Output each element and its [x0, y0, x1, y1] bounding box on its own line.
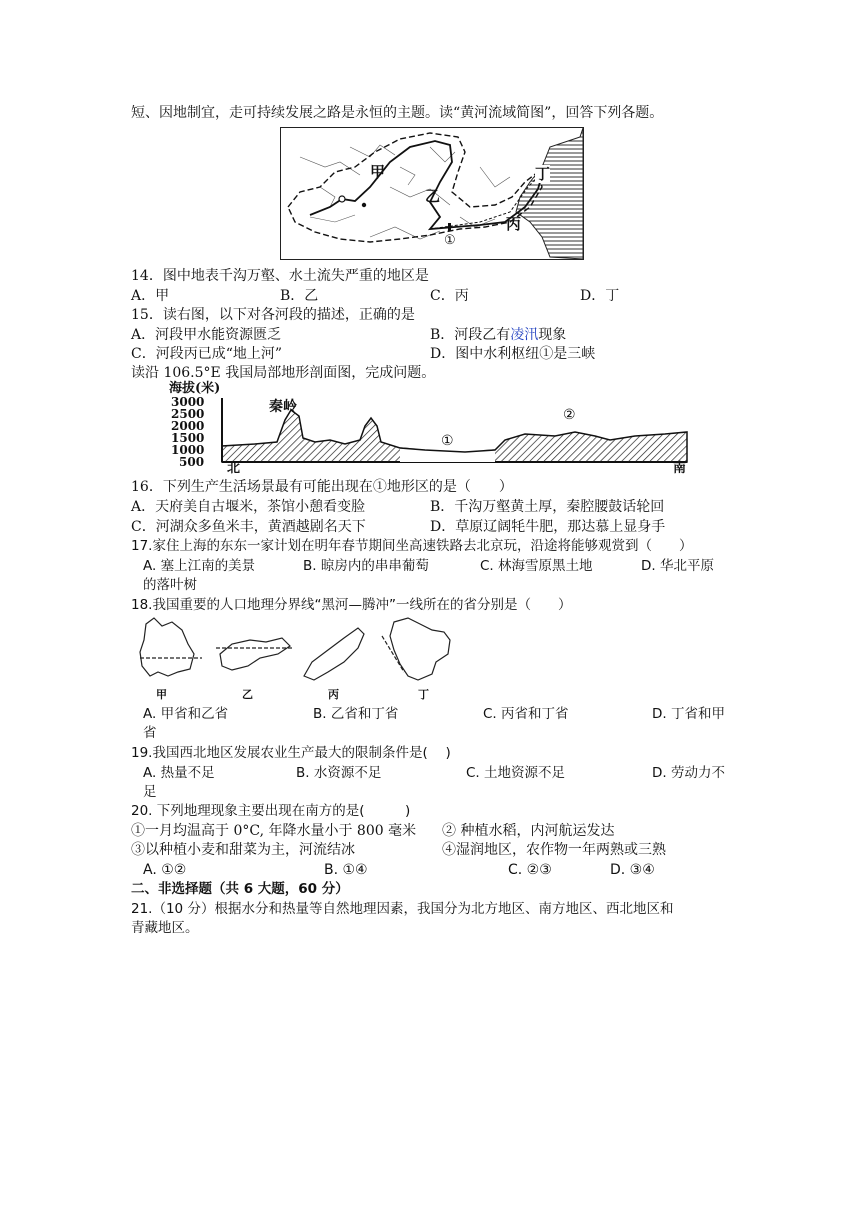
q20-option-d: D. ③④ [610, 862, 655, 878]
q18-stem: 18.我国重要的人口地理分界线“黑河—腾冲”一线所在的省分别是（ ） [131, 597, 572, 613]
q14-option-a: A．甲 [131, 288, 170, 304]
q19-stem: 19.我国西北地区发展农业生产最大的限制条件是( ) [131, 745, 451, 761]
q19-option-d-cont: 足 [143, 784, 157, 800]
q20-item-4: ④湿润地区，农作物一年两熟或三熟 [442, 842, 666, 858]
q21-line-1: 21.（10 分）根据水分和热量等自然地理因素，我国分为北方地区、南方地区、西北地区和 [131, 901, 674, 917]
q15-option-b: B．河段乙有凌汛现象 [430, 327, 567, 343]
q21-line-2: 青藏地区。 [131, 920, 199, 936]
q17-option-b: B. 晾房内的串串葡萄 [303, 558, 429, 574]
q14-option-b: B．乙 [280, 288, 319, 304]
q18-option-a: A. 甲省和乙省 [143, 706, 229, 722]
q17-option-d-cont: 的落叶树 [143, 577, 197, 593]
map-label-ding: 丁 [535, 165, 551, 183]
y-tick-2000: 2000 [171, 419, 205, 433]
q17-option-a: A. 塞上江南的美景 [143, 558, 256, 574]
y-tick-3000: 3000 [171, 395, 205, 409]
province-label-yi: 乙 [242, 688, 253, 701]
profile-intro: 读沿 106.5°E 我国局部地形剖面图，完成问题。 [131, 365, 436, 381]
q16-option-b: B．千沟万壑黄土厚，秦腔腰鼓话轮回 [430, 499, 665, 515]
q18-option-b: B. 乙省和丁省 [313, 706, 399, 722]
profile-peak-qinling: 秦岭 [269, 399, 297, 415]
q19-option-b: B. 水资源不足 [296, 765, 382, 781]
q19-option-a: A. 热量不足 [143, 765, 215, 781]
q16-option-d: D．草原辽阔牦牛肥，那达慕上显身手 [430, 519, 666, 535]
q15-option-c: C．河段丙已成“地上河” [131, 346, 283, 362]
q20-item-1: ①一月均温高于 0°C, 年降水量小于 800 毫米 [131, 823, 417, 839]
q20-stem: 20. 下列地理现象主要出现在南方的是( ) [131, 803, 411, 819]
map-label-bing: 丙 [506, 215, 522, 233]
y-tick-1000: 1000 [171, 443, 205, 457]
province-outlines-figure [132, 614, 472, 704]
q20-item-3: ③以种植小麦和甜菜为主，河流结冰 [131, 842, 355, 858]
q18-option-c: C. 丙省和丁省 [483, 706, 569, 722]
q19-option-d: D. 劳动力不 [652, 765, 725, 781]
yellow-river-basin-map [280, 127, 584, 260]
q20-option-a: A. ①② [143, 862, 187, 878]
map-dam-label: ① [444, 233, 456, 248]
q16-option-c: C．河湖众多鱼米丰，黄酒越剧名天下 [131, 519, 366, 535]
profile-north: 北 [227, 461, 241, 476]
section-2-heading: 二、非选择题（共 6 大题，60 分） [131, 881, 349, 897]
province-label-bing: 丙 [328, 688, 339, 701]
q17-option-c: C. 林海雪原黑土地 [480, 558, 593, 574]
q17-stem: 17.家住上海的东东一家计划在明年春节期间坐高速铁路去北京玩，沿途将能够观赏到（ ） [131, 538, 693, 554]
q15-stem: 15．读右图，以下对各河段的描述，正确的是 [131, 307, 415, 323]
lingxun-link[interactable]: 凌汛 [510, 327, 539, 343]
map-label-jia: 甲 [370, 163, 386, 181]
terrain-profile-figure [165, 380, 695, 476]
q16-option-a: A．天府美自古堰米，茶馆小憩看变脸 [131, 499, 366, 515]
y-tick-1500: 1500 [171, 431, 205, 445]
q15-option-d: D．图中水利枢纽①是三峡 [430, 346, 596, 362]
province-label-jia: 甲 [156, 688, 167, 701]
q14-option-d: D．丁 [580, 288, 620, 304]
q20-option-c: C. ②③ [508, 862, 552, 878]
profile-region-1: ① [441, 433, 454, 449]
q14-option-c: C．丙 [430, 288, 469, 304]
q20-option-b: B. ①④ [324, 862, 368, 878]
q17-option-d: D. 华北平原 [641, 558, 714, 574]
q15-option-a: A．河段甲水能资源匮乏 [131, 327, 282, 343]
intro-line: 短、因地制宜，走可持续发展之路是永恒的主题。读“黄河流域简图”，回答下列各题。 [131, 105, 664, 121]
q20-item-2: ② 种植水稻，内河航运发达 [442, 823, 615, 839]
q18-option-d-cont: 省 [143, 725, 157, 741]
province-label-ding: 丁 [418, 688, 429, 701]
profile-south: 南 [673, 461, 687, 476]
q16-stem: 16．下列生产生活场景最有可能出现在①地形区的是（ ） [131, 479, 513, 495]
profile-y-title: 海拔(米) [169, 381, 221, 396]
profile-region-2: ② [563, 407, 576, 423]
y-tick-500: 500 [179, 455, 205, 469]
q14-stem: 14．图中地表千沟万壑、水土流失严重的地区是 [131, 268, 429, 284]
map-label-yi: 乙 [425, 187, 441, 205]
q18-option-d: D. 丁省和甲 [652, 706, 725, 722]
q19-option-c: C. 土地资源不足 [466, 765, 566, 781]
y-tick-2500: 2500 [171, 407, 205, 421]
